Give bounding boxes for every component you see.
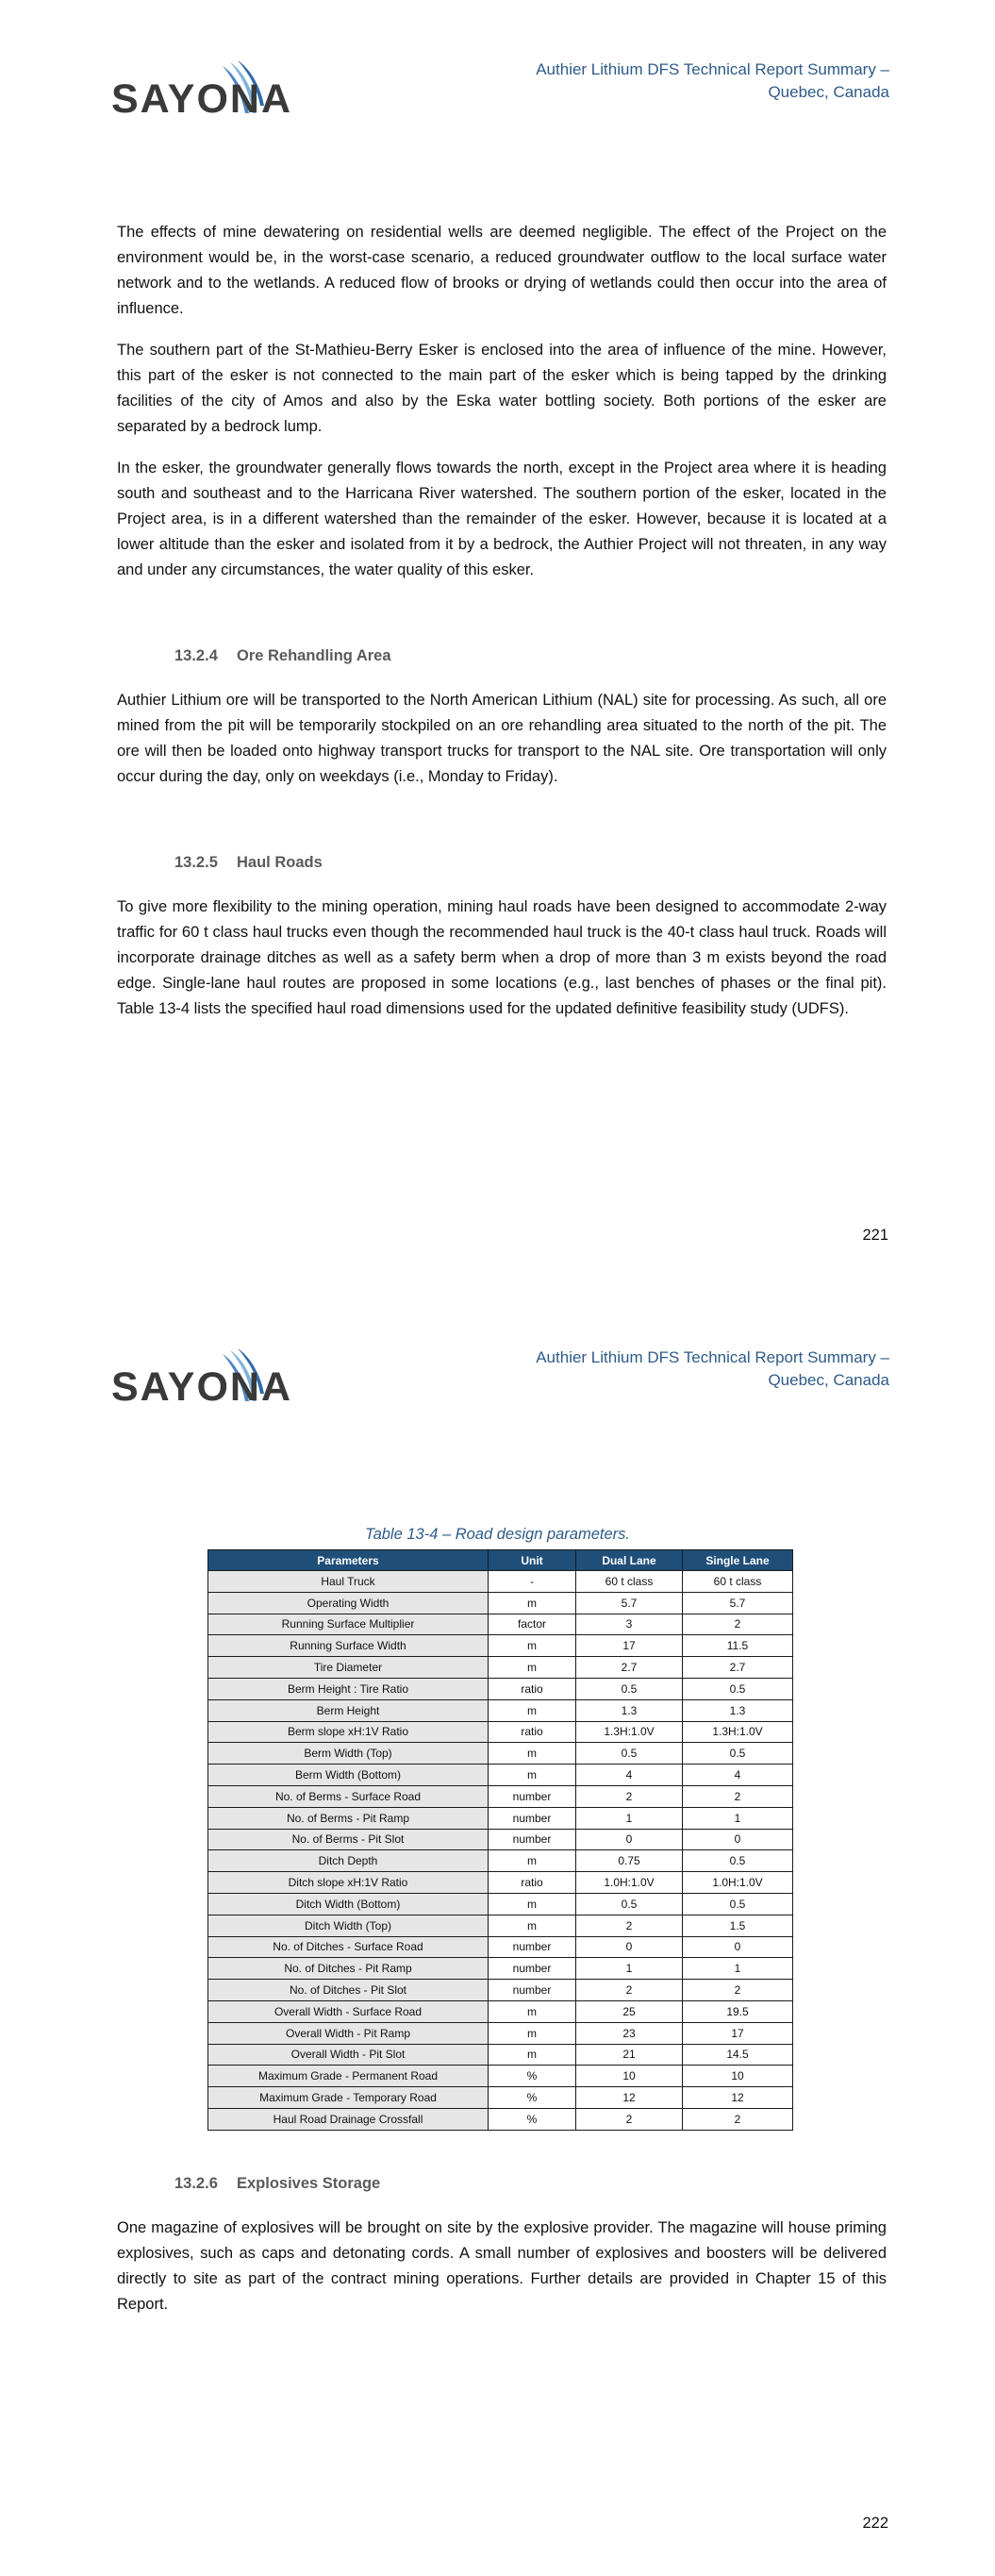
column-header: Parameters — [208, 1550, 489, 1571]
dual-lane-cell: 25 — [576, 2000, 683, 2022]
page-number: 221 — [862, 1227, 888, 1244]
param-cell: Berm Height : Tire Ratio — [208, 1678, 489, 1699]
param-cell: Overall Width - Surface Road — [208, 2000, 489, 2022]
param-cell: No. of Berms - Surface Road — [208, 1785, 489, 1807]
param-cell: Berm Height — [208, 1699, 489, 1721]
report-title-line2: Quebec, Canada — [768, 83, 889, 101]
section-title: Haul Roads — [237, 854, 323, 871]
single-lane-cell: 1.3H:1.0V — [683, 1721, 793, 1743]
single-lane-cell: 19.5 — [683, 2000, 793, 2022]
dual-lane-cell: 1.0H:1.0V — [576, 1872, 683, 1894]
road-design-table — [207, 1549, 793, 2131]
single-lane-cell: 17 — [683, 2022, 793, 2044]
section-number: 13.2.6 — [174, 2175, 218, 2192]
table-row — [208, 1980, 793, 2001]
single-lane-cell: 1 — [683, 1958, 793, 1980]
unit-cell: number — [489, 1980, 576, 2001]
single-lane-cell: 2 — [683, 1980, 793, 2001]
single-lane-cell: 0.5 — [683, 1893, 793, 1915]
column-header: Unit — [489, 1550, 576, 1571]
paragraph: Authier Lithium ore will be transported to the North American Lithium (NAL) site for processing. As such, all ore mined from the pit will be temporarily stockpiled on an ore rehandling area situated to the north of the pit. The ore will then be loaded onto highway transport trucks for transport to the NAL site. Ore transportation will only occur during the day, only on weekdays (i.e., Monday to Friday). — [117, 692, 887, 785]
dual-lane-cell: 12 — [576, 2087, 683, 2109]
unit-cell: m — [489, 1657, 576, 1679]
dual-lane-cell: 0 — [576, 1936, 683, 1958]
param-cell: No. of Ditches - Pit Ramp — [208, 1958, 489, 1980]
paragraph: The southern part of the St-Mathieu-Berry Esker is enclosed into the area of influence of the mine. However, this part of the esker is not connected to the main part of the esker which is being tapped by the drinking facilities of the city of Amos and also by the Eska water bottling society. Both portions of the esker are separated by a bedrock lump. — [117, 342, 887, 435]
single-lane-cell: 0.5 — [683, 1743, 793, 1765]
single-lane-cell: 0 — [683, 1936, 793, 1958]
single-lane-cell: 1.0H:1.0V — [683, 1872, 793, 1894]
unit-cell: % — [489, 2087, 576, 2109]
section-1324-body — [117, 688, 887, 806]
table-row — [208, 2066, 793, 2087]
param-cell: Ditch Depth — [208, 1850, 489, 1872]
param-cell: No. of Berms - Pit Slot — [208, 1829, 489, 1850]
single-lane-cell: 2 — [683, 2108, 793, 2130]
section-1326-body — [117, 2216, 887, 2333]
param-cell: Ditch Width (Top) — [208, 1915, 489, 1936]
table-row — [208, 1785, 793, 1807]
table-row — [208, 1807, 793, 1829]
section-number: 13.2.5 — [174, 854, 218, 871]
single-lane-cell: 5.7 — [683, 1592, 793, 1614]
table-row — [208, 1721, 793, 1743]
report-title-line2: Quebec, Canada — [768, 1371, 889, 1389]
table-caption: Table 13-4 – Road design parameters. — [365, 1526, 630, 1543]
unit-cell: m — [489, 2044, 576, 2066]
unit-cell: - — [489, 1571, 576, 1593]
table-row — [208, 1743, 793, 1765]
report-header — [437, 59, 889, 104]
table-row — [208, 1571, 793, 1593]
single-lane-cell: 0.5 — [683, 1678, 793, 1699]
table-row — [208, 1765, 793, 1786]
single-lane-cell: 1 — [683, 1807, 793, 1829]
logo-wordmark: SAYONA — [111, 76, 293, 122]
table-row — [208, 1635, 793, 1657]
unit-cell: m — [489, 1635, 576, 1657]
dual-lane-cell: 1.3H:1.0V — [576, 1721, 683, 1743]
param-cell: Running Surface Width — [208, 1635, 489, 1657]
paragraph: To give more flexibility to the mining operation, mining haul roads have been designed to accommodate 2-way traffic for 60 t class haul trucks even though the recommended haul truck is the 40-t class haul truck. Roads will incorporate drainage ditches as well as a safety berm when a drop of more than 3 m exists beyond the road edge. Single-lane haul routes are proposed in some locations (e.g., last benches of phases or the final pit). Table 13-4 lists the specified haul road dimensions used for the updated definitive feasibility study (UDFS). — [117, 898, 887, 1017]
unit-cell: number — [489, 1958, 576, 1980]
report-header — [437, 1347, 889, 1392]
unit-cell: number — [489, 1936, 576, 1958]
param-cell: Tire Diameter — [208, 1657, 489, 1679]
table-row — [208, 2000, 793, 2022]
report-title-line1: Authier Lithium DFS Technical Report Summary – — [536, 1348, 889, 1366]
page-number: 222 — [862, 2515, 888, 2532]
unit-cell: ratio — [489, 1872, 576, 1894]
single-lane-cell: 0.5 — [683, 1850, 793, 1872]
unit-cell: number — [489, 1829, 576, 1850]
unit-cell: factor — [489, 1614, 576, 1635]
table-row — [208, 1614, 793, 1635]
param-cell: Haul Road Drainage Crossfall — [208, 2108, 489, 2130]
section-1325-body — [117, 895, 887, 1038]
unit-cell: m — [489, 1893, 576, 1915]
column-header: Dual Lane — [576, 1550, 683, 1571]
table-row — [208, 1893, 793, 1915]
table-row — [208, 1829, 793, 1850]
section-heading-1324 — [174, 647, 391, 665]
single-lane-cell: 1.3 — [683, 1699, 793, 1721]
column-header: Single Lane — [683, 1550, 793, 1571]
unit-cell: ratio — [489, 1721, 576, 1743]
dual-lane-cell: 2 — [576, 2108, 683, 2130]
single-lane-cell: 2 — [683, 1785, 793, 1807]
table-row — [208, 1872, 793, 1894]
unit-cell: m — [489, 2000, 576, 2022]
dual-lane-cell: 5.7 — [576, 1592, 683, 1614]
param-cell: Berm slope xH:1V Ratio — [208, 1721, 489, 1743]
sayona-logo — [111, 59, 293, 125]
unit-cell: m — [489, 1743, 576, 1765]
dual-lane-cell: 1 — [576, 1807, 683, 1829]
single-lane-cell: 2.7 — [683, 1657, 793, 1679]
table-row — [208, 1915, 793, 1936]
single-lane-cell: 10 — [683, 2066, 793, 2087]
single-lane-cell: 1.5 — [683, 1915, 793, 1936]
unit-cell: m — [489, 2022, 576, 2044]
dual-lane-cell: 60 t class — [576, 1571, 683, 1593]
sayona-logo — [111, 1347, 293, 1413]
param-cell: Overall Width - Pit Slot — [208, 2044, 489, 2066]
single-lane-cell: 0 — [683, 1829, 793, 1850]
single-lane-cell: 2 — [683, 1614, 793, 1635]
param-cell: Berm Width (Top) — [208, 1743, 489, 1765]
paragraph: The effects of mine dewatering on residential wells are deemed negligible. The effect of the Project on the environment would be, in the worst-case scenario, a reduced groundwater outflow to the local surface water network and to the wetlands. A reduced flow of brooks or drying of wetlands could then occur into the area of influence. — [117, 224, 887, 317]
table-row — [208, 1592, 793, 1614]
dual-lane-cell: 2 — [576, 1915, 683, 1936]
table-body — [208, 1571, 793, 2131]
table-header-row — [208, 1550, 793, 1571]
table-row — [208, 1850, 793, 1872]
single-lane-cell: 12 — [683, 2087, 793, 2109]
unit-cell: % — [489, 2066, 576, 2087]
unit-cell: ratio — [489, 1678, 576, 1699]
single-lane-cell: 14.5 — [683, 2044, 793, 2066]
table-row — [208, 2044, 793, 2066]
table-row — [208, 1699, 793, 1721]
table-row — [208, 1657, 793, 1679]
section-title: Ore Rehandling Area — [237, 647, 391, 664]
dual-lane-cell: 1.3 — [576, 1699, 683, 1721]
dual-lane-cell: 0.5 — [576, 1678, 683, 1699]
dual-lane-cell: 4 — [576, 1765, 683, 1786]
dual-lane-cell: 0.5 — [576, 1893, 683, 1915]
paragraph: One magazine of explosives will be brought on site by the explosive provider. The magazine will house priming explosives, such as caps and detonating cords. A small number of explosives and boosters will be delivered directly to site as part of the contract mining operations. Further details are provided in Chapter 15 of this Report. — [117, 2219, 887, 2313]
single-lane-cell: 60 t class — [683, 1571, 793, 1593]
dual-lane-cell: 21 — [576, 2044, 683, 2066]
dual-lane-cell: 3 — [576, 1614, 683, 1635]
param-cell: Operating Width — [208, 1592, 489, 1614]
param-cell: No. of Ditches - Pit Slot — [208, 1980, 489, 2001]
table-row — [208, 2022, 793, 2044]
unit-cell: m — [489, 1699, 576, 1721]
param-cell: No. of Ditches - Surface Road — [208, 1936, 489, 1958]
single-lane-cell: 11.5 — [683, 1635, 793, 1657]
unit-cell: number — [489, 1807, 576, 1829]
logo-wordmark: SAYONA — [111, 1364, 293, 1410]
param-cell: Ditch Width (Bottom) — [208, 1893, 489, 1915]
param-cell: Haul Truck — [208, 1571, 489, 1593]
param-cell: Ditch slope xH:1V Ratio — [208, 1872, 489, 1894]
dual-lane-cell: 1 — [576, 1958, 683, 1980]
table-row — [208, 1936, 793, 1958]
dual-lane-cell: 17 — [576, 1635, 683, 1657]
dual-lane-cell: 0 — [576, 1829, 683, 1850]
table-row — [208, 1678, 793, 1699]
dual-lane-cell: 2.7 — [576, 1657, 683, 1679]
table-row — [208, 2108, 793, 2130]
param-cell: Overall Width - Pit Ramp — [208, 2022, 489, 2044]
dual-lane-cell: 2 — [576, 1980, 683, 2001]
section-heading-1325 — [174, 854, 323, 872]
unit-cell: number — [489, 1785, 576, 1807]
section-heading-1326 — [174, 2175, 380, 2193]
unit-cell: m — [489, 1765, 576, 1786]
paragraph: In the esker, the groundwater generally flows towards the north, except in the Project area where it is heading south and southeast and to the Harricana River watershed. The southern portion of the esker, located in the Project area, is in a different watershed than the remainder of the esker. However, because it is located at a lower altitude than the esker and isolated from it by a bedrock, the Authier Project will not threaten, in any way and under any circumstances, the water quality of this esker. — [117, 460, 887, 578]
unit-cell: m — [489, 1592, 576, 1614]
intro-paragraphs — [117, 220, 887, 599]
param-cell: Maximum Grade - Temporary Road — [208, 2087, 489, 2109]
param-cell: Running Surface Multiplier — [208, 1614, 489, 1635]
dual-lane-cell: 10 — [576, 2066, 683, 2087]
section-number: 13.2.4 — [174, 647, 218, 664]
section-title: Explosives Storage — [237, 2175, 381, 2192]
table-row — [208, 1958, 793, 1980]
report-title-line1: Authier Lithium DFS Technical Report Summary – — [536, 60, 889, 78]
dual-lane-cell: 0.75 — [576, 1850, 683, 1872]
dual-lane-cell: 23 — [576, 2022, 683, 2044]
dual-lane-cell: 0.5 — [576, 1743, 683, 1765]
unit-cell: % — [489, 2108, 576, 2130]
unit-cell: m — [489, 1850, 576, 1872]
param-cell: No. of Berms - Pit Ramp — [208, 1807, 489, 1829]
param-cell: Berm Width (Bottom) — [208, 1765, 489, 1786]
param-cell: Maximum Grade - Permanent Road — [208, 2066, 489, 2087]
dual-lane-cell: 2 — [576, 1785, 683, 1807]
single-lane-cell: 4 — [683, 1765, 793, 1786]
table-row — [208, 2087, 793, 2109]
unit-cell: m — [489, 1915, 576, 1936]
